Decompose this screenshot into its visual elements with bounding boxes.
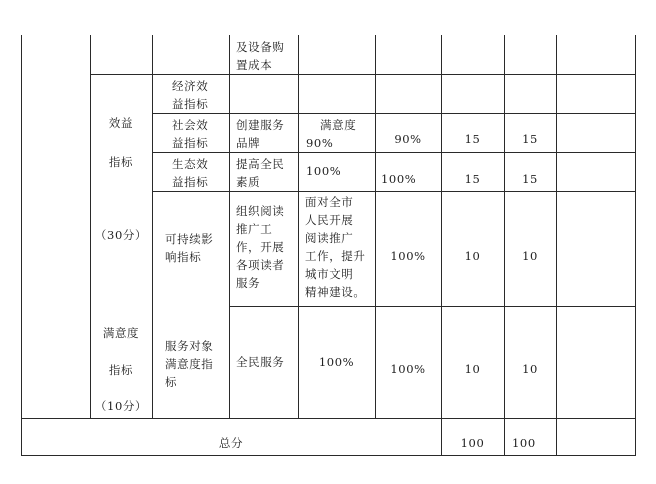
cell-weight-eco: 15 bbox=[464, 172, 481, 186]
cell-actual-sustain: 100% bbox=[390, 249, 426, 263]
grid-line bbox=[229, 306, 635, 307]
cell-weight-satisfaction: 10 bbox=[464, 362, 481, 376]
grid-line bbox=[229, 35, 230, 418]
cell-secondary-satisfaction: 服务对象 满意度指 标 bbox=[165, 339, 214, 389]
cell-target-eco: 100% bbox=[306, 164, 342, 178]
grid-line bbox=[152, 113, 635, 114]
cell-target-sustain: 面对全市 人民开展 阅读推广 工作，提升 城市文明 精神建设。 bbox=[305, 195, 366, 299]
cell-target-social: 满意度 90% bbox=[306, 118, 357, 150]
grid-line bbox=[21, 35, 22, 455]
category-satisfaction-label: 满意度 bbox=[102, 326, 140, 340]
total-score: 100 bbox=[512, 436, 536, 450]
total-label: 总分 bbox=[218, 436, 244, 450]
cell-score-satisfaction: 10 bbox=[522, 362, 538, 376]
cell-score-sustain: 10 bbox=[522, 249, 538, 263]
cell-tertiary-sustain: 组织阅读 推广工 作，开展 各项读者 服务 bbox=[236, 204, 285, 290]
cell-actual-eco: 100% bbox=[381, 172, 417, 186]
category-benefit-label: 指标 bbox=[108, 155, 134, 169]
grid-line bbox=[152, 35, 153, 418]
cell-tertiary-satisfaction: 全民服务 bbox=[236, 355, 285, 369]
cell-secondary-sustain: 可持续影 响指标 bbox=[165, 232, 214, 264]
cell-secondary-eco: 生态效 益指标 bbox=[172, 157, 209, 189]
grid-line bbox=[635, 35, 636, 455]
category-satisfaction-score: （10分） bbox=[94, 399, 148, 413]
total-weight: 100 bbox=[460, 436, 485, 450]
cell-target-satisfaction: 100% bbox=[318, 355, 355, 369]
cell-actual-social: 90% bbox=[394, 132, 422, 146]
cell-weight-social: 15 bbox=[464, 132, 481, 146]
cell-score-social: 15 bbox=[522, 132, 538, 146]
cell-actual-satisfaction: 100% bbox=[390, 362, 426, 376]
grid-line bbox=[152, 152, 635, 153]
cell-secondary-social: 社会效 益指标 bbox=[172, 118, 209, 150]
grid-line bbox=[152, 191, 635, 192]
cell-secondary-economic: 经济效 益指标 bbox=[172, 79, 209, 111]
category-benefit-label: 效益 bbox=[108, 116, 134, 130]
grid-line bbox=[90, 74, 635, 75]
cell-tertiary-social: 创建服务 品牌 bbox=[236, 118, 285, 150]
category-satisfaction-label: 指标 bbox=[108, 363, 134, 377]
grid-line bbox=[556, 35, 557, 455]
cell-score-eco: 15 bbox=[522, 172, 538, 186]
cell-tertiary-eco: 提高全民 素质 bbox=[236, 157, 285, 189]
grid-line bbox=[441, 35, 442, 455]
grid-line bbox=[504, 35, 505, 455]
cell-sub-indicator-cost: 及设备购 置成本 bbox=[236, 40, 285, 72]
category-benefit-score: （30分） bbox=[94, 228, 148, 242]
cell-weight-sustain: 10 bbox=[464, 249, 481, 263]
grid-line bbox=[21, 455, 636, 456]
grid-line bbox=[21, 418, 635, 419]
